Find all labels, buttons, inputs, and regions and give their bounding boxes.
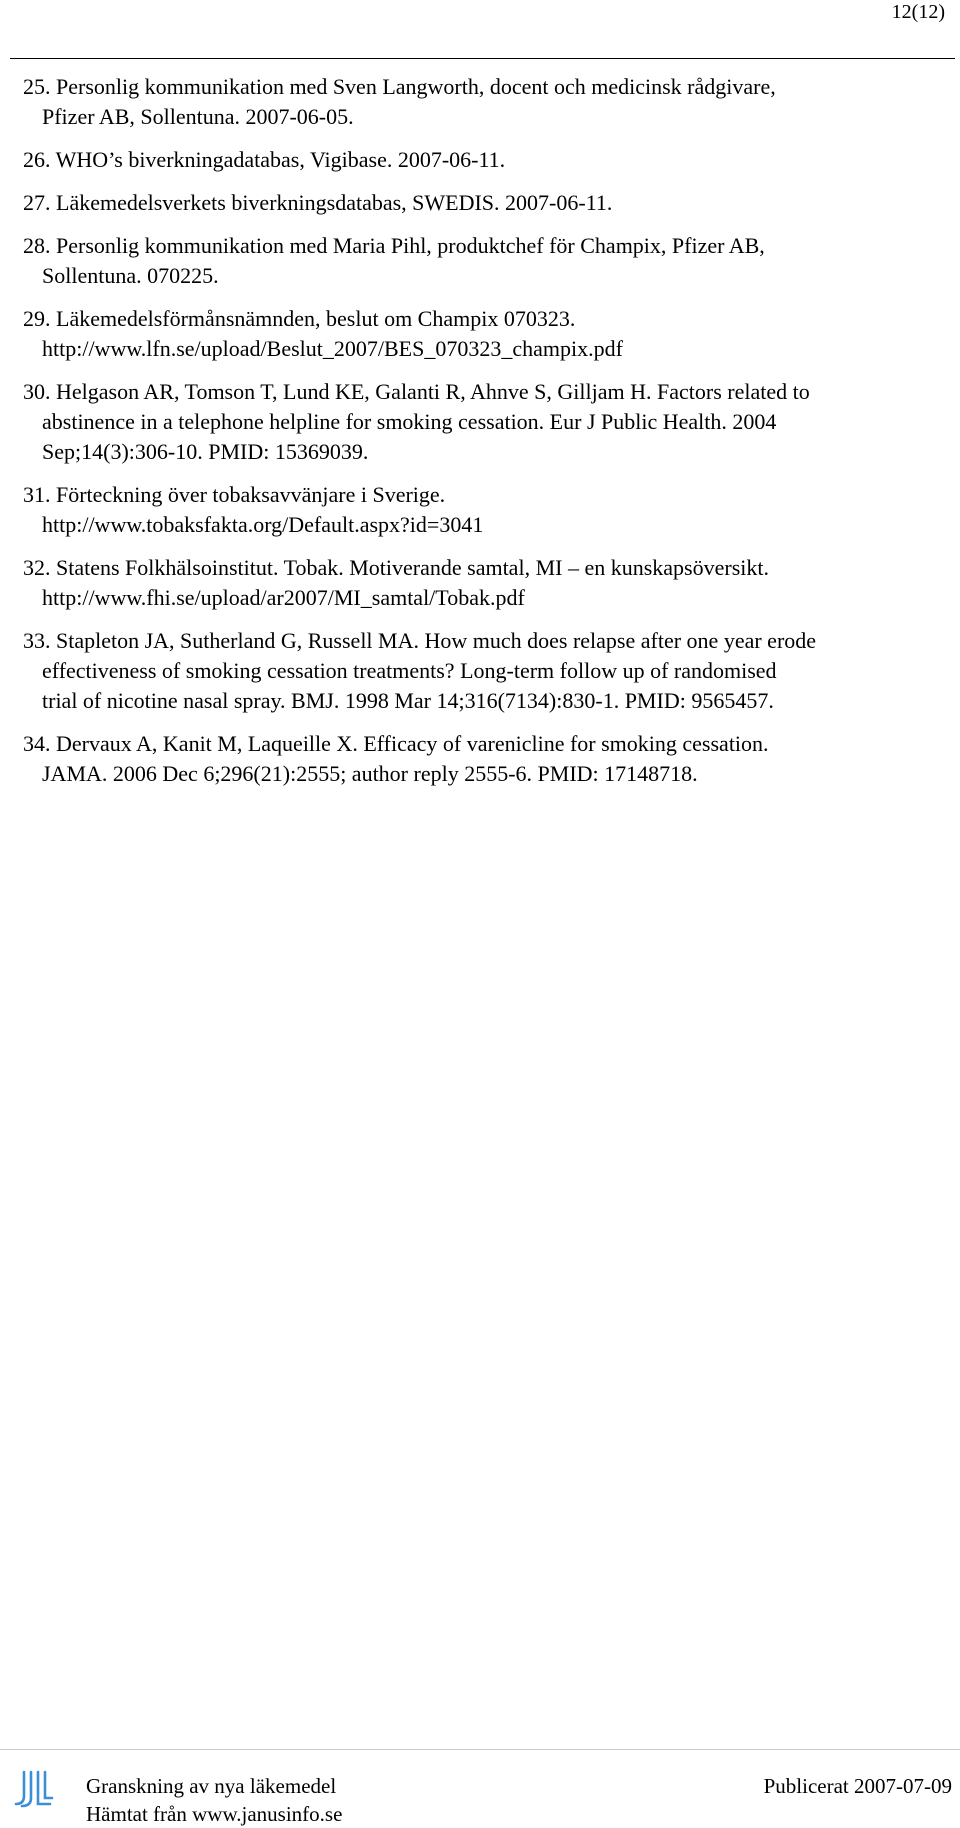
reference-line: 25. Personlig kommunikation med Sven Langworth, docent och medicinsk rådgivare, <box>23 74 776 99</box>
reference-link[interactable]: http://www.lfn.se/upload/Beslut_2007/BES_070323_champix.pdf <box>42 336 623 361</box>
reference-line: 27. Läkemedelsverkets biverkningsdatabas, SWEDIS. 2007-06-11. <box>23 190 613 215</box>
footer-published-date: Publicerat 2007-07-09 <box>763 1774 952 1798</box>
reference-line: Sep;14(3):306-10. PMID: 15369039. <box>42 439 369 464</box>
reference-item <box>23 188 958 218</box>
reference-item <box>23 145 958 175</box>
footer-source-info <box>86 1772 342 1828</box>
reference-line: Pfizer AB, Sollentuna. 2007-06-05. <box>42 104 354 129</box>
reference-item <box>23 553 958 613</box>
reference-item <box>23 729 958 789</box>
page-number: 12(12) <box>891 1 945 23</box>
reference-line: trial of nicotine nasal spray. BMJ. 1998 Mar 14;316(7134):830-1. PMID: 9565457. <box>42 688 774 713</box>
footer-source-link[interactable]: Hämtat från www.janusinfo.se <box>86 1802 343 1826</box>
reference-item <box>23 626 958 716</box>
reference-line: 34. Dervaux A, Kanit M, Laqueille X. Efficacy of varenicline for smoking cessation. <box>23 731 769 756</box>
header-divider <box>10 58 955 59</box>
reference-line: JAMA. 2006 Dec 6;296(21):2555; author reply 2555-6. PMID: 17148718. <box>42 761 698 786</box>
reference-line: Sollentuna. 070225. <box>42 263 219 288</box>
reference-link[interactable]: http://www.fhi.se/upload/ar2007/MI_samtal/Tobak.pdf <box>42 585 525 610</box>
reference-line: 29. Läkemedelsförmånsnämnden, beslut om Champix 070323. <box>23 306 576 331</box>
reference-item <box>23 72 958 132</box>
reference-item <box>23 304 958 364</box>
janusinfo-logo-icon <box>12 1768 54 1808</box>
reference-item <box>23 480 958 540</box>
reference-list <box>23 72 958 802</box>
reference-line: 26. WHO’s biverkningadatabas, Vigibase. 2007-06-11. <box>23 147 506 172</box>
reference-line: abstinence in a telephone helpline for smoking cessation. Eur J Public Health. 2004 <box>42 409 777 434</box>
reference-line: 30. Helgason AR, Tomson T, Lund KE, Galanti R, Ahnve S, Gilljam H. Factors related to <box>23 379 810 404</box>
reference-line: 28. Personlig kommunikation med Maria Pihl, produktchef för Champix, Pfizer AB, <box>23 233 765 258</box>
reference-item <box>23 231 958 291</box>
footer-title: Granskning av nya läkemedel <box>86 1774 337 1798</box>
reference-line: 31. Förteckning över tobaksavvänjare i Sverige. <box>23 482 446 507</box>
footer-divider <box>0 1749 960 1750</box>
reference-item <box>23 377 958 467</box>
reference-line: effectiveness of smoking cessation treatments? Long-term follow up of randomised <box>42 658 777 683</box>
reference-line: 33. Stapleton JA, Sutherland G, Russell MA. How much does relapse after one year erode <box>23 628 817 653</box>
reference-line: 32. Statens Folkhälsoinstitut. Tobak. Motiverande samtal, MI – en kunskapsöversikt. <box>23 555 769 580</box>
reference-link[interactable]: http://www.tobaksfakta.org/Default.aspx?id=3041 <box>42 512 484 537</box>
